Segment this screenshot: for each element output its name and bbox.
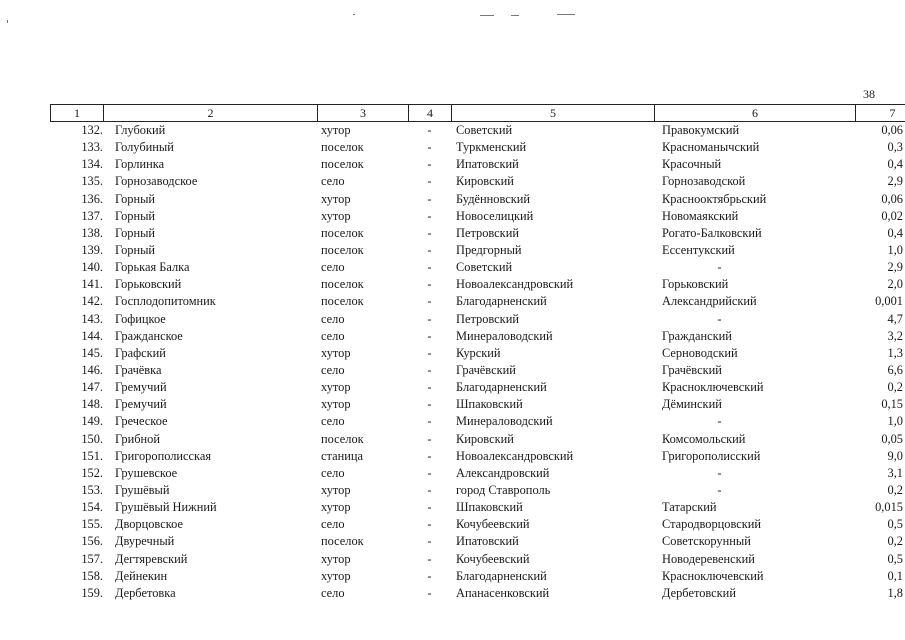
- settlement-name-cell: Гражданское: [115, 328, 183, 343]
- row-number-cell: 132.: [81, 123, 103, 138]
- table-row: [50, 533, 905, 550]
- settlement-name-cell: Грибной: [115, 431, 160, 446]
- municipality-cell: Горнозаводской: [662, 174, 746, 189]
- municipality-cell: Татарский: [662, 500, 717, 515]
- status-mark-cell: -: [427, 294, 432, 309]
- area-value-cell: 0,06: [881, 191, 903, 206]
- district-cell: Александровский: [456, 465, 550, 480]
- area-value-cell: 1,0: [887, 414, 903, 429]
- table-row: [50, 551, 905, 568]
- row-number-cell: 146.: [81, 363, 103, 378]
- row-number-cell: 144.: [81, 328, 103, 343]
- settlement-type-cell: хутор: [321, 208, 351, 223]
- municipality-cell: Дёминский: [662, 397, 722, 412]
- table-row: [50, 276, 905, 293]
- header-cell: 1: [51, 105, 104, 122]
- settlement-type-cell: село: [321, 517, 345, 532]
- header-cell: 4: [409, 105, 452, 122]
- settlement-type-cell: село: [321, 328, 345, 343]
- row-number-cell: 143.: [81, 311, 103, 326]
- row-number-cell: 147.: [81, 380, 103, 395]
- settlement-name-cell: Грушёвый: [115, 483, 170, 498]
- table-row: [50, 156, 905, 173]
- area-value-cell: 0,15: [881, 397, 903, 412]
- municipality-cell: -: [717, 414, 722, 429]
- settlement-name-cell: Дворцовское: [115, 517, 183, 532]
- row-number-cell: 139.: [81, 243, 103, 258]
- status-mark-cell: -: [427, 585, 432, 600]
- settlement-name-cell: Греческое: [115, 414, 168, 429]
- settlement-name-cell: Григорополисская: [115, 448, 212, 463]
- settlement-name-cell: Горлинка: [115, 157, 165, 172]
- district-cell: Кировский: [456, 174, 514, 189]
- area-value-cell: 2,9: [887, 174, 903, 189]
- municipality-cell: Ессентукский: [662, 243, 735, 258]
- row-number-cell: 141.: [81, 277, 103, 292]
- settlement-type-cell: хутор: [321, 123, 351, 138]
- municipality-cell: Григорополисский: [662, 448, 761, 463]
- table-row: [50, 191, 905, 208]
- area-value-cell: 9,0: [887, 448, 903, 463]
- district-cell: Туркменский: [456, 140, 527, 155]
- settlement-name-cell: Гофицкое: [115, 311, 166, 326]
- municipality-cell: Дербетовский: [662, 585, 736, 600]
- table-row: [50, 585, 905, 602]
- status-mark-cell: -: [427, 465, 432, 480]
- settlement-name-cell: Горный: [115, 191, 156, 206]
- district-cell: Будённовский: [456, 191, 531, 206]
- status-mark-cell: -: [427, 311, 432, 326]
- municipality-cell: Новомаякский: [662, 208, 739, 223]
- status-mark-cell: -: [427, 414, 432, 429]
- district-cell: Апанасенковский: [456, 585, 550, 600]
- area-value-cell: 0,02: [881, 208, 903, 223]
- settlement-type-cell: хутор: [321, 191, 351, 206]
- row-number-cell: 140.: [81, 260, 103, 275]
- row-number-cell: 142.: [81, 294, 103, 309]
- status-mark-cell: -: [427, 431, 432, 446]
- district-cell: Минераловодский: [456, 414, 553, 429]
- row-number-cell: 136.: [81, 191, 103, 206]
- row-number-cell: 148.: [81, 397, 103, 412]
- table-row: [50, 173, 905, 190]
- settlement-name-cell: Горный: [115, 208, 156, 223]
- settlement-name-cell: Горькая Балка: [115, 260, 190, 275]
- settlement-name-cell: Дербетовка: [115, 585, 176, 600]
- table-row: [50, 396, 905, 413]
- settlement-type-cell: поселок: [321, 431, 364, 446]
- status-mark-cell: -: [427, 328, 432, 343]
- row-number-cell: 151.: [81, 448, 103, 463]
- municipality-cell: Стародворцовский: [662, 517, 762, 532]
- municipality-cell: Рогато-Балковский: [662, 225, 762, 240]
- area-value-cell: 0,05: [881, 431, 903, 446]
- municipality-cell: -: [717, 260, 722, 275]
- row-number-cell: 159.: [81, 585, 103, 600]
- status-mark-cell: -: [427, 380, 432, 395]
- scan-speck: [511, 15, 519, 16]
- municipality-cell: Новодеревенский: [662, 551, 755, 566]
- status-mark-cell: -: [427, 500, 432, 515]
- header-cell: 7: [856, 105, 905, 122]
- row-number-cell: 145.: [81, 345, 103, 360]
- district-cell: Ипатовский: [456, 157, 519, 172]
- municipality-cell: -: [717, 483, 722, 498]
- area-value-cell: 3,2: [887, 328, 903, 343]
- settlement-type-cell: поселок: [321, 140, 364, 155]
- settlement-name-cell: Горьковский: [115, 277, 182, 292]
- header-cell: 3: [318, 105, 409, 122]
- area-value-cell: 1,0: [887, 243, 903, 258]
- settlement-name-cell: Горнозаводское: [115, 174, 198, 189]
- row-number-cell: 155.: [81, 517, 103, 532]
- municipality-cell: Правокумский: [662, 123, 740, 138]
- status-mark-cell: -: [427, 568, 432, 583]
- row-number-cell: 152.: [81, 465, 103, 480]
- settlement-type-cell: поселок: [321, 157, 364, 172]
- row-number-cell: 137.: [81, 208, 103, 223]
- district-cell: Шпаковский: [456, 397, 523, 412]
- area-value-cell: 0,5: [887, 551, 903, 566]
- status-mark-cell: -: [427, 483, 432, 498]
- area-value-cell: 2,0: [887, 277, 903, 292]
- column-number-header: [50, 104, 905, 122]
- municipality-cell: Советскорунный: [662, 534, 751, 549]
- row-number-cell: 138.: [81, 225, 103, 240]
- header-cell: 2: [104, 105, 318, 122]
- district-cell: Кочубеевский: [456, 551, 530, 566]
- municipality-cell: -: [717, 465, 722, 480]
- area-value-cell: 3,1: [887, 465, 903, 480]
- scan-speck: [557, 14, 575, 15]
- municipality-cell: Красноключевский: [662, 380, 764, 395]
- area-value-cell: 0,2: [887, 483, 903, 498]
- settlement-type-cell: поселок: [321, 534, 364, 549]
- status-mark-cell: -: [427, 208, 432, 223]
- row-number-cell: 150.: [81, 431, 103, 446]
- row-number-cell: 153.: [81, 483, 103, 498]
- settlement-type-cell: село: [321, 414, 345, 429]
- district-cell: Ипатовский: [456, 534, 519, 549]
- area-value-cell: 1,3: [887, 345, 903, 360]
- settlement-name-cell: Дейнекин: [115, 568, 168, 583]
- settlement-name-cell: Гремучий: [115, 397, 167, 412]
- settlement-name-cell: Грачёвка: [115, 363, 162, 378]
- settlement-name-cell: Горный: [115, 225, 156, 240]
- district-cell: Благодарненский: [456, 568, 547, 583]
- district-cell: Петровский: [456, 225, 519, 240]
- status-mark-cell: -: [427, 517, 432, 532]
- status-mark-cell: -: [427, 140, 432, 155]
- area-value-cell: 0,4: [887, 225, 903, 240]
- settlement-type-cell: село: [321, 465, 345, 480]
- table-row: [50, 311, 905, 328]
- scan-speck: [480, 15, 494, 16]
- status-mark-cell: -: [427, 157, 432, 172]
- table-row: [50, 139, 905, 156]
- table-row: [50, 362, 905, 379]
- area-value-cell: 6,6: [887, 363, 903, 378]
- settlement-name-cell: Двуречный: [115, 534, 175, 549]
- municipality-cell: Грачёвский: [662, 363, 722, 378]
- table-row: [50, 379, 905, 396]
- area-value-cell: 0,2: [887, 534, 903, 549]
- district-cell: Шпаковский: [456, 500, 523, 515]
- settlement-type-cell: хутор: [321, 500, 351, 515]
- table-row: [50, 328, 905, 345]
- district-cell: Курский: [456, 345, 501, 360]
- municipality-cell: Красноманычский: [662, 140, 760, 155]
- settlement-type-cell: хутор: [321, 380, 351, 395]
- area-value-cell: 4,7: [887, 311, 903, 326]
- municipality-cell: Горьковский: [662, 277, 729, 292]
- table-row: [50, 225, 905, 242]
- district-cell: Петровский: [456, 311, 519, 326]
- row-number-cell: 134.: [81, 157, 103, 172]
- settlement-name-cell: Грушевское: [115, 465, 178, 480]
- municipality-cell: Краснооктябрьский: [662, 191, 767, 206]
- district-cell: Новоселицкий: [456, 208, 534, 223]
- settlement-name-cell: Голубиный: [115, 140, 174, 155]
- district-cell: Советский: [456, 260, 513, 275]
- area-value-cell: 0,015: [875, 500, 903, 515]
- status-mark-cell: -: [427, 174, 432, 189]
- area-value-cell: 0,5: [887, 517, 903, 532]
- table-row: [50, 345, 905, 362]
- settlement-type-cell: поселок: [321, 243, 364, 258]
- row-number-cell: 156.: [81, 534, 103, 549]
- settlement-name-cell: Госплодопитомник: [115, 294, 216, 309]
- status-mark-cell: -: [427, 260, 432, 275]
- status-mark-cell: -: [427, 277, 432, 292]
- area-value-cell: 0,2: [887, 380, 903, 395]
- header-cell: 5: [452, 105, 655, 122]
- scan-speck: [7, 20, 8, 23]
- municipality-cell: Гражданский: [662, 328, 732, 343]
- settlement-type-cell: хутор: [321, 483, 351, 498]
- settlement-name-cell: Горный: [115, 243, 156, 258]
- settlement-type-cell: хутор: [321, 568, 351, 583]
- settlement-type-cell: село: [321, 174, 345, 189]
- area-value-cell: 2,9: [887, 260, 903, 275]
- area-value-cell: 0,3: [887, 140, 903, 155]
- settlement-type-cell: хутор: [321, 345, 351, 360]
- settlement-name-cell: Графский: [115, 345, 166, 360]
- row-number-cell: 158.: [81, 568, 103, 583]
- area-value-cell: 1,8: [887, 585, 903, 600]
- table-row: [50, 568, 905, 585]
- municipality-cell: Красочный: [662, 157, 722, 172]
- table-row: [50, 293, 905, 310]
- area-value-cell: 0,001: [875, 294, 903, 309]
- table-row: [50, 516, 905, 533]
- status-mark-cell: -: [427, 345, 432, 360]
- district-cell: Благодарненский: [456, 294, 547, 309]
- table-row: [50, 431, 905, 448]
- table-row: [50, 208, 905, 225]
- municipality-cell: -: [717, 311, 722, 326]
- status-mark-cell: -: [427, 551, 432, 566]
- settlement-name-cell: Глубокий: [115, 123, 166, 138]
- district-cell: Благодарненский: [456, 380, 547, 395]
- status-mark-cell: -: [427, 534, 432, 549]
- table-row: [50, 413, 905, 430]
- district-cell: Предгорный: [456, 243, 522, 258]
- settlement-type-cell: станица: [321, 448, 363, 463]
- settlements-table: [50, 122, 905, 602]
- settlement-type-cell: село: [321, 585, 345, 600]
- status-mark-cell: -: [427, 225, 432, 240]
- table-body: [50, 122, 905, 602]
- settlement-type-cell: хутор: [321, 551, 351, 566]
- district-cell: город Ставрополь: [456, 483, 551, 498]
- table-row: [50, 122, 905, 139]
- district-cell: Новоалександровский: [456, 277, 574, 292]
- settlement-type-cell: поселок: [321, 225, 364, 240]
- table-row: [50, 242, 905, 259]
- table-row: [50, 482, 905, 499]
- status-mark-cell: -: [427, 448, 432, 463]
- status-mark-cell: -: [427, 363, 432, 378]
- municipality-cell: Александрийский: [662, 294, 757, 309]
- district-cell: Новоалександровский: [456, 448, 574, 463]
- table-row: [50, 465, 905, 482]
- row-number-cell: 149.: [81, 414, 103, 429]
- scan-speck: [353, 14, 355, 15]
- district-cell: Кочубеевский: [456, 517, 530, 532]
- status-mark-cell: -: [427, 123, 432, 138]
- district-cell: Кировский: [456, 431, 514, 446]
- settlement-name-cell: Грушёвый Нижний: [115, 500, 217, 515]
- settlement-type-cell: село: [321, 260, 345, 275]
- settlement-type-cell: село: [321, 363, 345, 378]
- municipality-cell: Серноводский: [662, 345, 738, 360]
- row-number-cell: 157.: [81, 551, 103, 566]
- settlement-type-cell: село: [321, 311, 345, 326]
- area-value-cell: 0,06: [881, 123, 903, 138]
- status-mark-cell: -: [427, 191, 432, 206]
- row-number-cell: 133.: [81, 140, 103, 155]
- header-cell: 6: [655, 105, 856, 122]
- settlement-type-cell: хутор: [321, 397, 351, 412]
- status-mark-cell: -: [427, 397, 432, 412]
- settlement-name-cell: Гремучий: [115, 380, 167, 395]
- area-value-cell: 0,1: [887, 568, 903, 583]
- district-cell: Советский: [456, 123, 513, 138]
- row-number-cell: 154.: [81, 500, 103, 515]
- district-cell: Грачёвский: [456, 363, 516, 378]
- table-row: [50, 499, 905, 516]
- header-row: [51, 105, 905, 122]
- municipality-cell: Комсомольский: [662, 431, 746, 446]
- status-mark-cell: -: [427, 243, 432, 258]
- table-row: [50, 448, 905, 465]
- page-number: 38: [863, 87, 875, 101]
- row-number-cell: 135.: [81, 174, 103, 189]
- settlement-type-cell: поселок: [321, 277, 364, 292]
- settlement-type-cell: поселок: [321, 294, 364, 309]
- table-row: [50, 259, 905, 276]
- district-cell: Минераловодский: [456, 328, 553, 343]
- area-value-cell: 0,4: [887, 157, 903, 172]
- municipality-cell: Красноключевский: [662, 568, 764, 583]
- settlement-name-cell: Дегтяревский: [115, 551, 188, 566]
